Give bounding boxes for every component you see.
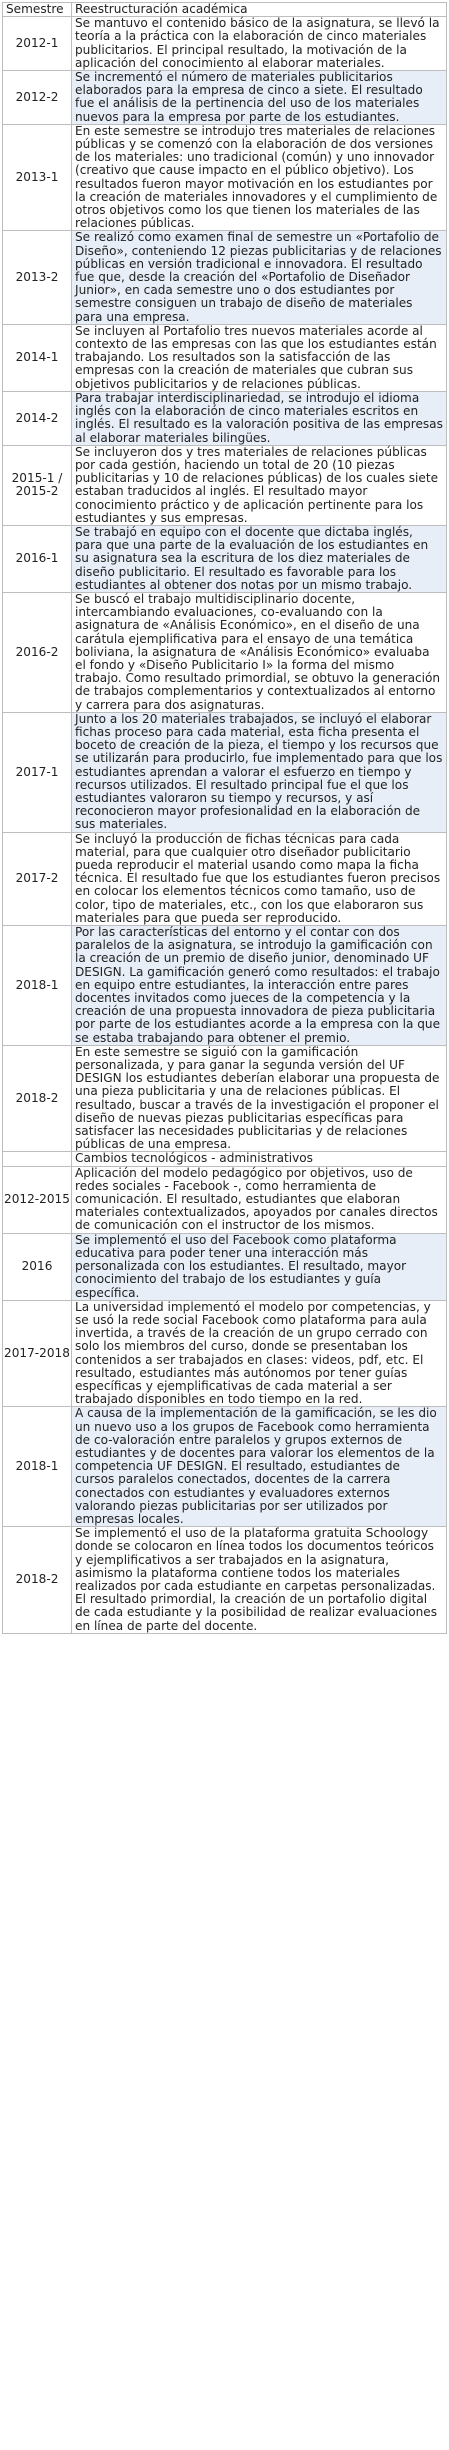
table-row <box>3 525 447 592</box>
table-row <box>3 1527 447 1634</box>
semester-cell: 2014-2 <box>3 391 72 445</box>
table-row <box>3 231 447 324</box>
section-empty-cell <box>3 1152 72 1166</box>
description-cell: Se implementó el uso del Facebook como plataforma educativa para poder tener una interacción más personalizada con los estudiantes. El resultado, mayor conocimiento del trabajo de los estudiantes y guía específica. <box>72 1233 447 1300</box>
semester-cell: 2018-2 <box>3 1045 72 1152</box>
semester-cell: 2016-1 <box>3 525 72 592</box>
semester-cell: 2012-2 <box>3 71 72 125</box>
table-row <box>3 1300 447 1407</box>
description-cell: Junto a los 20 materiales trabajados, se incluyó el elaborar fichas proceso para cada material, esta ficha presenta el boceto de creación de la pieza, el tiempo y los recursos que se utilizarán para producirlo, fue implementado para que los estudiantes aprendan a valorar el esfuerzo en tiempo y recursos utilizados. El resultado principal fue el que los estudiantes valoraron su tiempo y recursos, y así reconocieron mayor profesionalidad en la elaboración de sus materiales. <box>72 712 447 832</box>
description-cell: Se incluyó la producción de fichas técnicas para cada material, para que cualquier otro diseñador publicitario pueda reproducir el material usando como mapa la ficha técnica. El resultado fue que los estudiantes fueron precisos en colocar los elementos técnicos como tamaño, uso de color, tipo de materiales, etc., con los que elaboraron sus materiales para que pueda ser reproducido. <box>72 832 447 925</box>
table-row <box>3 712 447 832</box>
table-row <box>3 71 447 125</box>
description-cell: Se buscó el trabajo multidisciplinario docente, intercambiando evaluaciones, co-evaluando con la asignatura de «Análisis Económico», en el diseño de una carátula ejemplificativa para el ensayo de una temática boliviana, la asignatura de «Análisis Económico» evaluaba el fondo y «Diseño Publicitario I» la forma del mismo trabajo. Como resultado primordial, se obtuvo la generación de trabajos complementarios y contextualizados al entorno y carrera para dos asignaturas. <box>72 592 447 712</box>
semester-cell: 2018-2 <box>3 1527 72 1634</box>
table-row <box>3 17 447 71</box>
description-cell: Se incluyeron dos y tres materiales de relaciones públicas por cada gestión, haciendo un total de 20 (10 piezas publicitarias y 10 de relaciones públicas) de los cuales siete estaban traducidos al inglés. El resultado mayor conocimiento práctico y de aplicación pertinente para los estudiantes y sus empresas. <box>72 445 447 525</box>
description-cell: Se mantuvo el contenido básico de la asignatura, se llevó la teoría a la práctica con la elaboración de cinco materiales publicitarios. El principal resultado, la motivación de la aplicación del conocimiento al elaborar materiales. <box>72 17 447 71</box>
table-row <box>3 1166 447 1233</box>
semester-cell: 2016 <box>3 1233 72 1300</box>
table-row <box>3 124 447 231</box>
description-cell: Se realizó como examen final de semestre un «Portafolio de Diseño», conteniendo 12 piezas publicitarias y de relaciones públicas en versión tradicional e innovadora. El resultado fue que, desde la creación del «Portafolio de Diseñador Junior», en cada semestre uno o dos estudiantes por semestre consiguen un trabajo de diseño de materiales para una empresa. <box>72 231 447 324</box>
table-row <box>3 1233 447 1300</box>
description-cell: La universidad implementó el modelo por competencias, y se usó la rede social Facebook como plataforma para aula invertida, a través de la creación de un grupo cerrado con solo los miembros del curso, donde se presentaban los contenidos a ser trabajados en clases: videos, pdf, etc. El resultado, estudiantes más autónomos por tener guías específicas y ejemplificativas de cada material a ser trabajado disponibles en todo tiempo en la red. <box>72 1300 447 1407</box>
semester-cell: 2017-2 <box>3 832 72 925</box>
semester-cell: 2018-1 <box>3 926 72 1046</box>
table-row <box>3 926 447 1046</box>
section-header-row <box>3 1152 447 1166</box>
table-row <box>3 1045 447 1152</box>
description-cell: A causa de la implementación de la gamificación, se les dio un nuevo uso a los grupos de Facebook como herramienta de co-valoración entre paralelos y grupos externos de estudiantes y de docentes para valorar los elementos de la competencia UF DESIGN. El resultado, estudiantes de cursos paralelos conectados, docentes de la carrera conectados con estudiantes y evaluadores externos valorando piezas publicitarias por ser utilizados por empresas locales. <box>72 1407 447 1527</box>
description-cell: Aplicación del modelo pedagógico por objetivos, uso de redes sociales - Facebook -, como herramienta de comunicación. El resultado, estudiantes que elaboran materiales contextualizados, apoyados por canales directos de comunicación con el instructor de los mismos. <box>72 1166 447 1233</box>
description-cell: Se incluyen al Portafolio tres nuevos materiales acorde al contexto de las empresas con las que los estudiantes están trabajando. Los resultados son la satisfacción de las empresas con la creación de materiales que cubran sus objetivos publicitarios y de relaciones públicas. <box>72 324 447 391</box>
table-row <box>3 324 447 391</box>
semester-changes-table <box>2 2 447 1634</box>
semester-cell: 2012-1 <box>3 17 72 71</box>
section-title: Cambios tecnológicos - administrativos <box>72 1152 447 1166</box>
semester-cell: 2013-1 <box>3 124 72 231</box>
table-row <box>3 1407 447 1527</box>
description-cell: Se incrementó el número de materiales publicitarios elaborados para la empresa de cinco a siete. El resultado fue el análisis de la pertinencia del uso de los materiales nuevos para la empresa por parte de los estudiantes. <box>72 71 447 125</box>
table-row <box>3 592 447 712</box>
table-row <box>3 445 447 525</box>
semester-cell: 2012-2015 <box>3 1166 72 1233</box>
description-cell: En este semestre se introdujo tres materiales de relaciones públicas y se comenzó con la elaboración de dos versiones de los materiales: uno tradicional (común) y uno innovador (creativo que cause impacto en el público objetivo). Los resultados fueron mayor motivación en los estudiantes por la creación de materiales innovadores y el cumplimiento de otros objetivos como los que tienen los materiales de las relaciones públicas. <box>72 124 447 231</box>
semester-cell: 2014-1 <box>3 324 72 391</box>
semester-cell: 2018-1 <box>3 1407 72 1527</box>
description-cell: Se trabajó en equipo con el docente que dictaba inglés, para que una parte de la evaluación de los estudiantes en su asignatura sea la escritura de los diez materiales de diseño publicitario. El resultado es favorable para los estudiantes al obtener dos notas por un mismo trabajo. <box>72 525 447 592</box>
description-cell: Se implementó el uso de la plataforma gratuita Schoology donde se colocaron en línea todos los documentos teóricos y ejemplificativos a ser trabajados en la asignatura, asimismo la plataforma contiene todos los materiales realizados por cada estudiante en carpetas personalizadas. El resultado primordial, la creación de un portafolio digital de cada estudiante y la posibilidad de realizar evaluaciones en línea de parte del docente. <box>72 1527 447 1634</box>
description-cell: Para trabajar interdisciplinariedad, se introdujo el idioma inglés con la elaboración de cinco materiales escritos en inglés. El resultado es la valoración positiva de las empresas al elaborar materiales bilingües. <box>72 391 447 445</box>
semester-cell: 2017-1 <box>3 712 72 832</box>
semester-cell: 2013-2 <box>3 231 72 324</box>
header-academic-restructuring: Reestructuración académica <box>72 3 447 17</box>
table-row <box>3 832 447 925</box>
description-cell: Por las características del entorno y el contar con dos paralelos de la asignatura, se introdujo la gamificación con la creación de un premio de diseño junior, denominado UF DESIGN. La gamificación generó como resultados: el trabajo en equipo entre estudiantes, la interacción entre pares docentes invitados como jueces de la competencia y la creación de una propuesta innovadora de pieza publicitaria por parte de los estudiantes acorde a la empresa con la que se estaba trabajando para obtener el premio. <box>72 926 447 1046</box>
description-cell: En este semestre se siguió con la gamificación personalizada, y para ganar la segunda versión del UF DESIGN los estudiantes deberían elaborar una propuesta de una pieza publicitaria y una de relaciones públicas. El resultado, buscar a través de la investigación el proponer el diseño de nuevas piezas publicitarias específicas para satisfacer las necesidades publicitarias y de relaciones públicas de una empresa. <box>72 1045 447 1152</box>
semester-cell: 2017-2018 <box>3 1300 72 1407</box>
table-header-row <box>3 3 447 17</box>
header-semester: Semestre <box>3 3 72 17</box>
semester-cell: 2016-2 <box>3 592 72 712</box>
semester-cell: 2015-1 / 2015-2 <box>3 445 72 525</box>
table-row <box>3 391 447 445</box>
